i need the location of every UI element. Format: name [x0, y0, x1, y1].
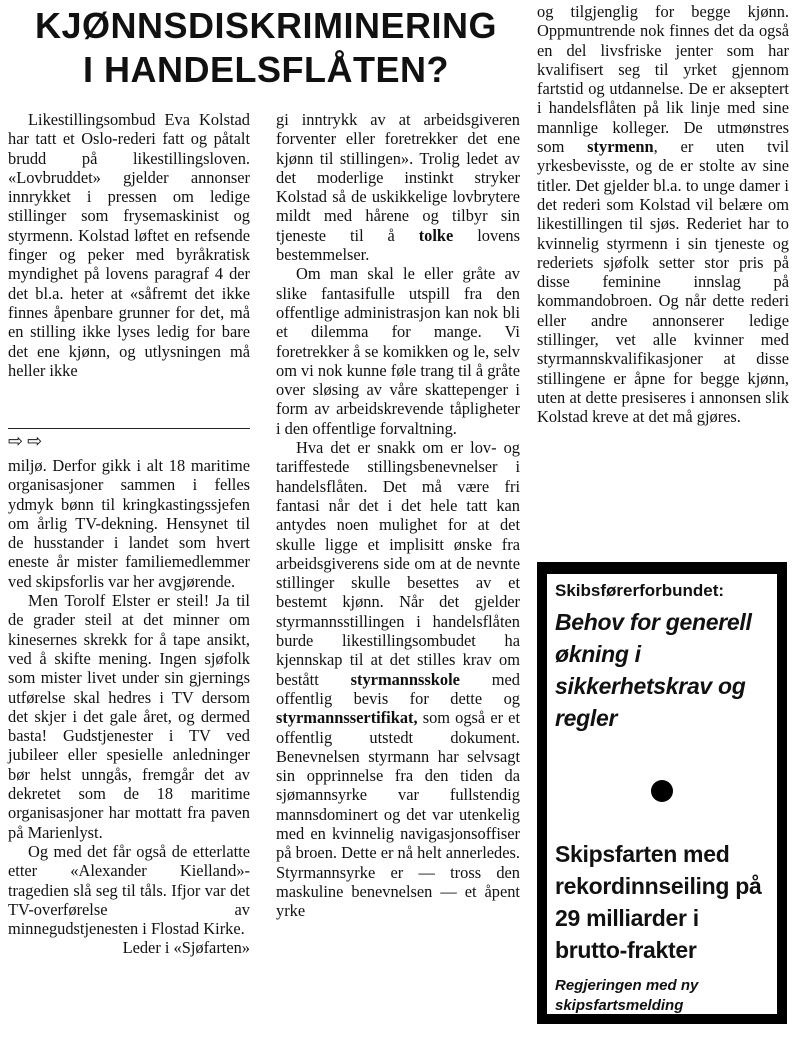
article-paragraph: Likestillingsombud Eva Kolstad har tatt et Oslo-rederi fatt og påtalt brudd på likestillingsloven. «Lovbruddet» gjelder annonser innrykket i pressen om ledige stillinger som frysemaskinist og styrmenn. Kolstad løftet en refsende finger og peker med byråkratisk myndighet på lovens paragraf 4 der det bl.a. heter at «såfremt det ikke finnes åpenbare grunner for det, må en stilling ikke lyses ledig for bare det ene kjønn, og utlysningen må heller ikke	[8, 110, 250, 380]
continuation-paragraph: miljø. Derfor gikk i alt 18 maritime organisasjoner sammen i felles ydmyk bønn til kringkastingssjefen om årlig TV-dekning. Hensynet til de husstander i landet som hvert eneste år mister familiemedlemmer ved skipsforlis var her avgjørende.	[8, 456, 250, 591]
box-organization: Skibsførerforbundet:	[555, 581, 725, 600]
article-paragraph: Om man skal le eller gråte av slike fantasifulle utspill fra den offentlige administrasjon kan nok bli et dilemma for mange. Vi foretrekker å se komikken og le, selv om vi nok kunne føle trang til å gråte over sløsing av våre skattepenger i form av arbeidskrevende tåpligheter i den offentlige forvaltning.	[276, 264, 520, 438]
headline-line-1: KJØNNSDISKRIMINERING	[34, 5, 498, 46]
headline	[6, 4, 526, 92]
sidebar-box	[537, 562, 787, 1024]
text-run: med offentlig bevis for dette og	[276, 669, 520, 708]
bold-text: tolke	[418, 225, 454, 245]
text-run: , er uten tvil yrkesbevisste, og de er stolte av sine titler. Det gjelder bl.a. to unge damer i det rederi som Kolstad vil belære om likestillingen til sjøs. Rederiet har to kvinnelig styrmenn i sin tjeneste og rederiets sjøfolk setter stor pris på disse feminine innslag på kommandobroen. Og når dette rederi eller andre annonserer ledige stillinger, vet alle kvinner med styrmannskvalifikasjoner at disse stillingene er åpne for begge kjønn, uten at dette presiseres i annonsen slik Kolstad kreve at det må gjøres.	[537, 137, 790, 427]
continuation-column	[8, 456, 250, 958]
text-run: lovens bestemmelser.	[276, 225, 520, 265]
bold-text: styrmannsskole	[350, 669, 460, 689]
text-run: som også er et offentlig utstedt dokument. Benevnelsen styrmann har selvsagt sin opprinnelse fra den tiden da sjømannsyrke var fullstendig mannsdominert og det var utenkelig med en kvinnelig navigasjonsoffiser på broen. Dette er nå helt annerledes. Styrmannsyrke er — tross den maskuline benevnelsen — et åpent yrke	[276, 708, 520, 921]
bold-text: styrmannssertifikat,	[276, 708, 418, 728]
article-column-3	[537, 2, 789, 427]
text-run: gi inntrykk av at arbeidsgiveren forventer eller foretrekker det ene kjønn til stillingen». Trolig ledet av det moderlige instinkt stryker Kolstad så de uskikkelige lovbrytere mildt med hårene og tilbyr sin tjeneste til å	[276, 110, 520, 245]
bullet-dot-icon	[651, 780, 673, 802]
column-divider	[8, 428, 250, 429]
continuation-arrows-icon: ⇨⇨	[8, 431, 47, 452]
box-headline-2: Skipsfarten med rekordinnseiling på 29 milliarder i brutto-frakter	[555, 841, 762, 963]
text-run: Hva det er snakk om er lov- og tariffestede stillingsbenevnelser i handelsflåten. Det må være fri fantasi når det i det hele tatt kan antydes noen mulighet for at det skulle ligge et implisitt ønske fra arbeidsgiverens side om at de nevnte stillinger skulle besettes av et bestemt kjønn. Når det gjelder styrmannsstillingen i handelsflåten burde likestillingsombudet ha kjennskap til at det stilles krav om bestått	[276, 438, 520, 689]
box-headline-1: Behov for generell økning i sikkerhetskrav og regler	[555, 609, 752, 731]
article-column-1	[8, 110, 250, 380]
bold-text: styrmenn	[587, 137, 654, 157]
continuation-paragraph: Og med det får også de etterlatte etter «Alexander Kielland»-tragedien slå seg til tåls. Ifjor var det TV-overførelse av minnegudstjenesten i Flostad Kirke.	[8, 841, 250, 939]
byline: Leder i «Sjøfarten»	[122, 938, 250, 958]
article-paragraph	[537, 2, 789, 427]
box-subline: Regjeringen med ny skipsfartsmelding	[555, 977, 699, 1014]
continuation-paragraph: Men Torolf Elster er steil! Ja til de grader steil at det minner om kinesernes skrekk for å tape ansikt, ved å skifte mening. Ingen sjøfolk som mister livet under sin gjernings utførelse skal hedres i TV dersom det skjer i det gale året, og dermed basta! Gudstjenester i TV ved jubileer eller spesielle anledninger bør helst unngås, fremgår det av dekretet som de 18 maritime organisasjoner har mottatt fra paven på Marienlyst.	[8, 591, 250, 842]
article-column-2	[276, 110, 520, 920]
text-run: og tilgjenglig for begge kjønn. Oppmuntrende nok finnes det da også en del livsfriske jenter som har kvalifisert seg til yrket gjennom fartstid og utdannelse. De er akseptert i handelsflåten på lik linje med sine mannlige kolleger. De utmønstres som	[537, 2, 789, 157]
article-paragraph	[276, 110, 520, 264]
headline-line-2: I HANDELSFLÅTEN?	[83, 49, 449, 90]
article-paragraph	[276, 438, 520, 920]
sidebar-box-content	[547, 574, 777, 1014]
